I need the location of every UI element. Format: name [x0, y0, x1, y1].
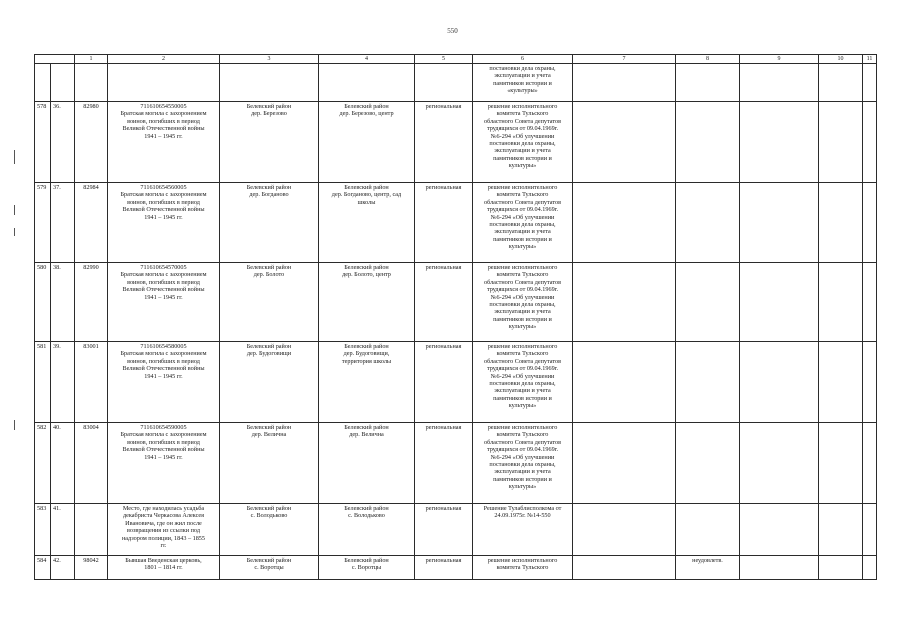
- decision-cell: решение исполнительного комитета Тульского областного Совета депутатов трудящихся от 09.04.1969г. №6-294 «Об улучшении постановки дела охраны, эксплуатации и учета памятников истории и культуры»: [473, 102, 573, 183]
- decision-cell: решение исполнительного комитета Тульского областного Совета депутатов трудящихся от 09.04.1969г. №6-294 «Об улучшении постановки дела охраны, эксплуатации и учета памятников истории и культуры»: [473, 263, 573, 342]
- district-cell: Белевский район дер. Велична: [220, 423, 319, 504]
- category-cell: региональная: [415, 183, 473, 263]
- location-cell: Белевский район дер. Велична: [319, 423, 415, 504]
- row-subnumber-cell: [51, 64, 75, 102]
- col10-cell: [819, 423, 863, 504]
- district-cell: Белевский район дер. Березово: [220, 102, 319, 183]
- col7-cell: [573, 423, 676, 504]
- row-subnumber-cell: 40.: [51, 423, 75, 504]
- col11-cell: [863, 102, 877, 183]
- header-cell: 6: [473, 55, 573, 64]
- col10-cell: [819, 263, 863, 342]
- col10-cell: [819, 342, 863, 423]
- decision-cell: решение исполнительного комитета Тульского: [473, 556, 573, 580]
- header-cell: 9: [740, 55, 819, 64]
- table-row: [35, 423, 877, 504]
- location-cell: Белевский район дер. Будоговищи, территория школы: [319, 342, 415, 423]
- col10-cell: [819, 556, 863, 580]
- registry-code-cell: 82980: [75, 102, 108, 183]
- location-cell: Белевский район дер. Березово, центр: [319, 102, 415, 183]
- margin-mark: [14, 420, 15, 430]
- row-number-cell: 582: [35, 423, 51, 504]
- row-number-cell: 580: [35, 263, 51, 342]
- category-cell: региональная: [415, 263, 473, 342]
- col11-cell: [863, 342, 877, 423]
- col11-cell: [863, 556, 877, 580]
- page-number: 550: [447, 27, 458, 35]
- category-cell: региональная: [415, 504, 473, 556]
- condition-cell: [676, 342, 740, 423]
- col7-cell: [573, 504, 676, 556]
- object-name-cell: Бывшая Введенская церковь, 1801 – 1814 гг.: [108, 556, 220, 580]
- header-cell: 8: [676, 55, 740, 64]
- category-cell: [415, 64, 473, 102]
- registry-code-cell: 82990: [75, 263, 108, 342]
- object-name-cell: 711610654560005 Братская могила с захоронением воинов, погибших в период Великой Отечественной войны 1941 – 1945 гг.: [108, 183, 220, 263]
- decision-cell: решение исполнительного комитета Тульского областного Совета депутатов трудящихся от 09.04.1969г. №6-294 «Об улучшении постановки дела охраны, эксплуатации и учета памятников истории и культуры»: [473, 183, 573, 263]
- row-subnumber-cell: 39.: [51, 342, 75, 423]
- header-cell: 11: [863, 55, 877, 64]
- row-number-cell: [35, 64, 51, 102]
- category-cell: региональная: [415, 423, 473, 504]
- monuments-register-table: [34, 54, 877, 580]
- row-subnumber-cell: 42.: [51, 556, 75, 580]
- binding-margin-marks: [14, 0, 18, 640]
- header-cell: 7: [573, 55, 676, 64]
- col9-cell: [740, 64, 819, 102]
- col7-cell: [573, 183, 676, 263]
- decision-cell: постановки дела охраны, эксплуатации и учета памятников истории и «культуры»: [473, 64, 573, 102]
- object-name-cell: 711610654580005 Братская могила с захоронением воинов, погибших в период Великой Отечественной войны 1941 – 1945 гг.: [108, 342, 220, 423]
- condition-cell: [676, 64, 740, 102]
- category-cell: региональная: [415, 342, 473, 423]
- district-cell: Белевский район с. Володьково: [220, 504, 319, 556]
- margin-mark: [14, 228, 15, 236]
- table-row: [35, 183, 877, 263]
- condition-cell: [676, 504, 740, 556]
- header-cell: 5: [415, 55, 473, 64]
- registry-code-cell: 82984: [75, 183, 108, 263]
- margin-mark: [14, 150, 15, 164]
- condition-cell: неудовлетв.: [676, 556, 740, 580]
- district-cell: [220, 64, 319, 102]
- col11-cell: [863, 504, 877, 556]
- col7-cell: [573, 342, 676, 423]
- district-cell: Белевский район дер. Будоговищи: [220, 342, 319, 423]
- condition-cell: [676, 183, 740, 263]
- table-row: [35, 504, 877, 556]
- registry-code-cell: 83004: [75, 423, 108, 504]
- category-cell: региональная: [415, 102, 473, 183]
- col9-cell: [740, 423, 819, 504]
- location-cell: [319, 64, 415, 102]
- margin-mark: [14, 205, 15, 215]
- district-cell: Белевский район дер. Болото: [220, 263, 319, 342]
- col10-cell: [819, 504, 863, 556]
- registry-code-cell: 98042: [75, 556, 108, 580]
- registry-code-cell: [75, 64, 108, 102]
- row-subnumber-cell: 36.: [51, 102, 75, 183]
- col10-cell: [819, 183, 863, 263]
- table-row: [35, 102, 877, 183]
- column-number-header-row: [35, 55, 877, 64]
- row-subnumber-cell: 41.: [51, 504, 75, 556]
- object-name-cell: 711610654590005 Братская могила с захоронением воинов, погибших в период Великой Отечественной войны 1941 – 1945 гг.: [108, 423, 220, 504]
- location-cell: Белевский район дер. Богданово, центр, сад школы: [319, 183, 415, 263]
- registry-code-cell: [75, 504, 108, 556]
- col7-cell: [573, 102, 676, 183]
- table-row: [35, 64, 877, 102]
- row-number-cell: 578: [35, 102, 51, 183]
- location-cell: Белевский район с. Володьково: [319, 504, 415, 556]
- category-cell: региональная: [415, 556, 473, 580]
- col7-cell: [573, 263, 676, 342]
- header-cell: 2: [108, 55, 220, 64]
- row-subnumber-cell: 38.: [51, 263, 75, 342]
- object-name-cell: 711610654570005 Братская могила с захоронением воинов, погибших в период Великой Отечественной войны 1941 – 1945 гг.: [108, 263, 220, 342]
- decision-cell: решение исполнительного комитета Тульского областного Совета депутатов трудящихся от 09.04.1969г. №6-294 «Об улучшении постановки дела охраны, эксплуатации и учета памятников истории и культуры»: [473, 423, 573, 504]
- col9-cell: [740, 504, 819, 556]
- location-cell: Белевский район дер. Болото, центр: [319, 263, 415, 342]
- district-cell: Белевский район дер. Богданово: [220, 183, 319, 263]
- condition-cell: [676, 263, 740, 342]
- col11-cell: [863, 263, 877, 342]
- decision-cell: решение исполнительного комитета Тульского областного Совета депутатов трудящихся от 09.04.1969г. №6-294 «Об улучшении постановки дела охраны, эксплуатации и учета памятников истории и культуры»: [473, 342, 573, 423]
- header-cell: 1: [75, 55, 108, 64]
- header-cell: 10: [819, 55, 863, 64]
- row-number-cell: 584: [35, 556, 51, 580]
- district-cell: Белевский район с. Воротцы: [220, 556, 319, 580]
- col11-cell: [863, 183, 877, 263]
- object-name-cell: Место, где находилась усадьба декабриста Черкасова Алексея Ивановича, где он жил после возвращения из ссылки под надзором полиции, 1843 – 1855 гг.: [108, 504, 220, 556]
- col7-cell: [573, 64, 676, 102]
- condition-cell: [676, 423, 740, 504]
- col10-cell: [819, 102, 863, 183]
- object-name-cell: 711610654550005 Братская могила с захоронением воинов, погибших в период Великой Отечественной войны 1941 – 1945 гг.: [108, 102, 220, 183]
- col10-cell: [819, 64, 863, 102]
- row-subnumber-cell: 37.: [51, 183, 75, 263]
- col7-cell: [573, 556, 676, 580]
- table-row: [35, 556, 877, 580]
- row-number-cell: 583: [35, 504, 51, 556]
- condition-cell: [676, 102, 740, 183]
- location-cell: Белевский район с. Воротцы: [319, 556, 415, 580]
- col9-cell: [740, 183, 819, 263]
- col9-cell: [740, 342, 819, 423]
- row-number-cell: 579: [35, 183, 51, 263]
- col11-cell: [863, 64, 877, 102]
- object-name-cell: [108, 64, 220, 102]
- header-cell: 4: [319, 55, 415, 64]
- table-row: [35, 263, 877, 342]
- col9-cell: [740, 556, 819, 580]
- col9-cell: [740, 102, 819, 183]
- col11-cell: [863, 423, 877, 504]
- header-cell: 3: [220, 55, 319, 64]
- row-number-cell: 581: [35, 342, 51, 423]
- registry-code-cell: 83001: [75, 342, 108, 423]
- table-row: [35, 342, 877, 423]
- header-cell: [35, 55, 75, 64]
- decision-cell: Решение Тулаблисполкома от 24.09.1975г. №14-550: [473, 504, 573, 556]
- col9-cell: [740, 263, 819, 342]
